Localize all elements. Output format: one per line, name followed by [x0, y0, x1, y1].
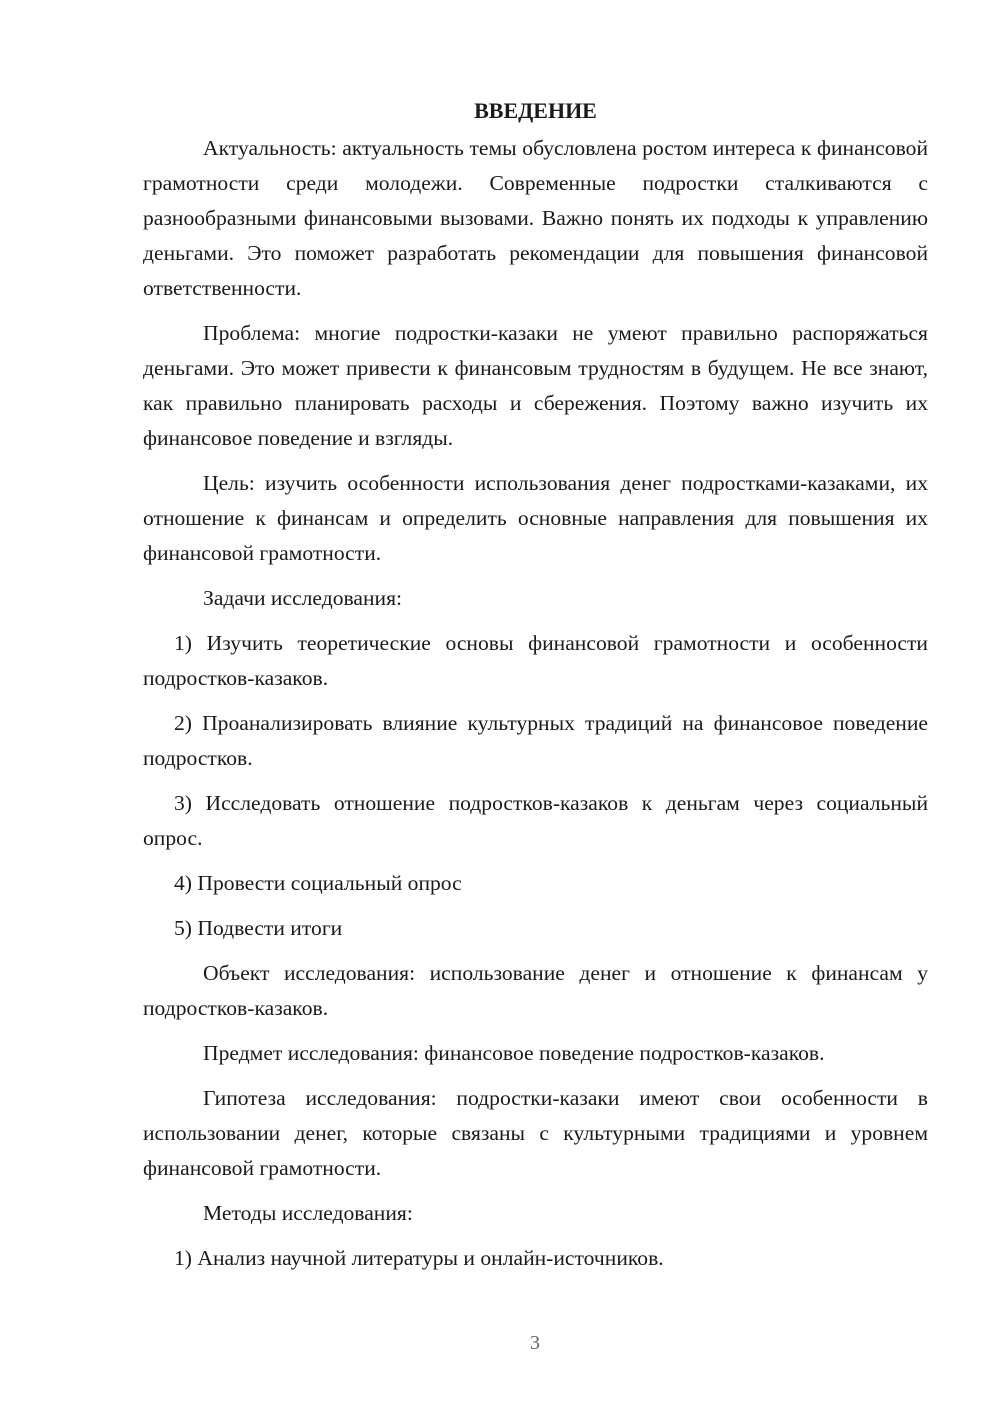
document-page	[143, 93, 928, 1286]
paragraph-goal: Цель: изучить особенности использования денег подростками-казаками, их отношение к финансам и определить основные направления для повышения их финансовой грамотности.	[143, 471, 928, 565]
task-item-3: 3) Исследовать отношение подростков-казаков к деньгам через социальный опрос.	[143, 791, 928, 850]
task-item-4: 4) Провести социальный опрос	[174, 871, 462, 895]
task-item-2: 2) Проанализировать влияние культурных традиций на финансовое поведение подростков.	[143, 711, 928, 770]
task-item-5: 5) Подвести итоги	[174, 916, 343, 940]
page-number: 3	[530, 1332, 540, 1354]
paragraph-relevance: Актуальность: актуальность темы обусловлена ростом интереса к финансовой грамотности среди молодежи. Современные подростки сталкиваются с разнообразными финансовыми вызовами. Важно понять их подходы к управлению деньгами. Это поможет разработать рекомендации для повышения финансовой ответственности.	[143, 136, 928, 300]
paragraph-tasks-heading: Задачи исследования:	[203, 586, 403, 610]
task-item-1: 1) Изучить теоретические основы финансовой грамотности и особенности подростков-казаков.	[143, 631, 928, 690]
paragraph-object: Объект исследования: использование денег и отношение к финансам у подростков-казаков.	[143, 961, 928, 1020]
paragraph-problem: Проблема: многие подростки-казаки не умеют правильно распоряжаться деньгами. Это может привести к финансовым трудностям в будущем. Не все знают, как правильно планировать расходы и сбережения. Поэтому важно изучить их финансовое поведение и взгляды.	[143, 321, 928, 450]
paragraph-hypothesis: Гипотеза исследования: подростки-казаки имеют свои особенности в использовании денег, которые связаны с культурными традициями и уровнем финансовой грамотности.	[143, 1086, 928, 1180]
paragraph-subject: Предмет исследования: финансовое поведение подростков-казаков.	[203, 1041, 825, 1065]
paragraph-methods-heading: Методы исследования:	[203, 1201, 413, 1225]
method-item-1: 1) Анализ научной литературы и онлайн-источников.	[174, 1246, 664, 1270]
section-title: ВВЕДЕНИЕ	[474, 98, 597, 123]
